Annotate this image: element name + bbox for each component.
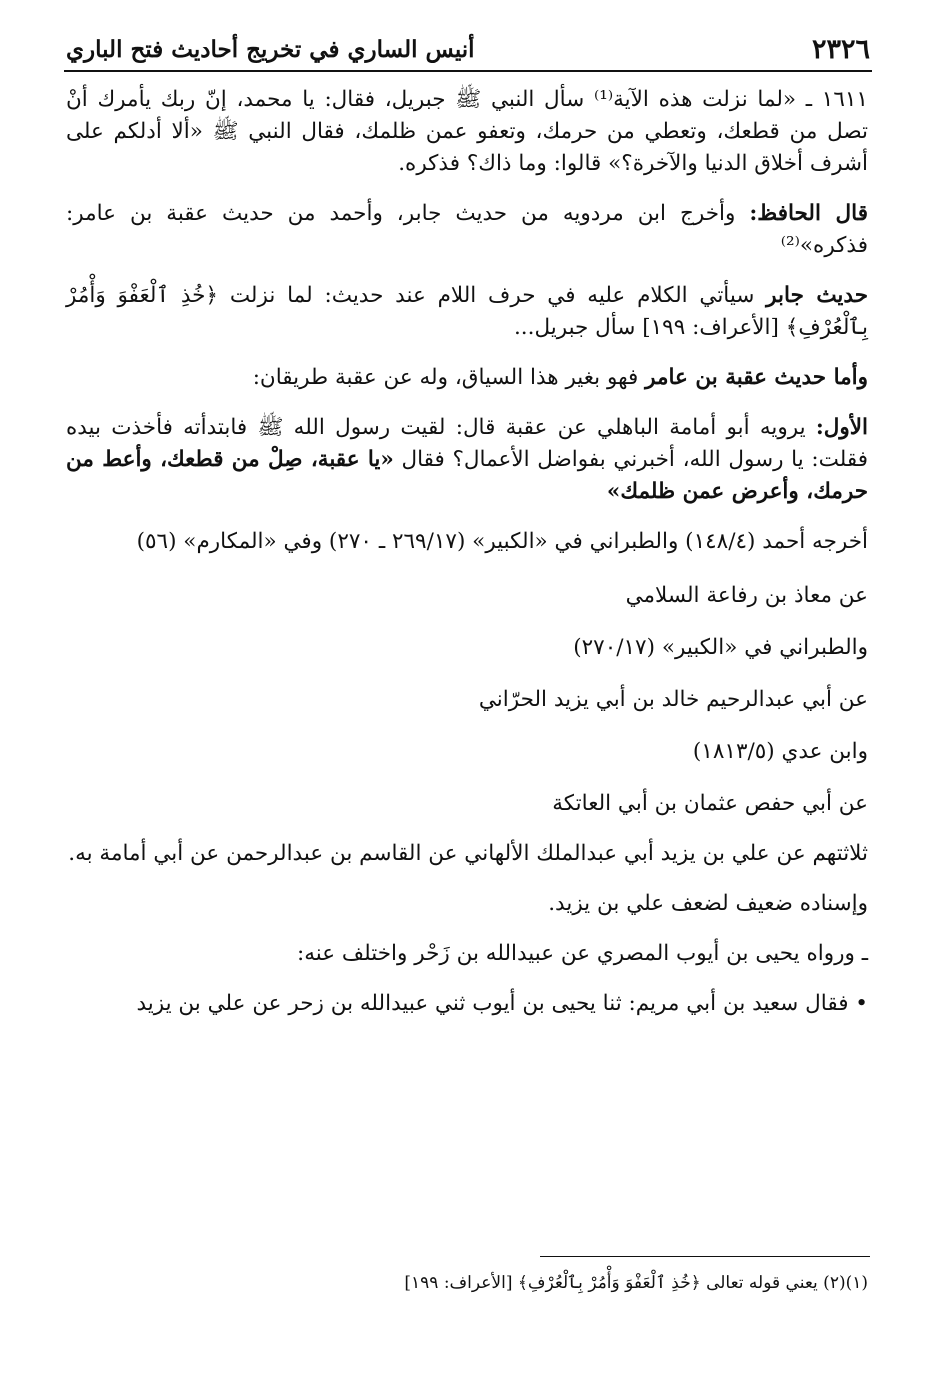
saeed-paragraph [66, 988, 868, 1020]
hafiz-paragraph [66, 198, 868, 262]
uqba-text: فهو بغير هذا السياق، وله عن عقبة طريقان: [252, 365, 646, 390]
yahya-paragraph [66, 938, 868, 970]
takhrij-text: أخرجه أحمد (١٤٨/٤) والطبراني في «الكبير» (٢٦٩/١٧ ـ ٢٧٠) وفي «المكارم» (٥٦) [136, 529, 868, 554]
three-of-them-paragraph [66, 838, 868, 870]
chain-line: وابن عدي (١٨١٣/٥) [692, 739, 868, 764]
saeed-text: • فقال سعيد بن أبي مريم: ثنا يحيى بن أيوب ثني عبيدالله بن زحر عن علي بن يزيد [136, 991, 868, 1016]
jabir-label: حديث جابر [766, 283, 868, 308]
isnad-text: وإسناده ضعيف لضعف علي بن يزيد. [548, 891, 868, 916]
uqba-label: وأما حديث عقبة بن عامر [645, 365, 868, 390]
jabir-text: سيأتي الكلام عليه في حرف اللام عند حديث: لما نزلت ﴿خُذِ ٱلْعَفْوَ وَأْمُرْ بِٱلْعُرْفِ﴾ [الأعراف: ١٩٩] سأل جبريل... [66, 283, 868, 340]
chain-line: والطبراني في «الكبير» (٢٧٠/١٧) [573, 635, 868, 660]
footnote-separator [540, 1256, 870, 1257]
chain-line: عن أبي عبدالرحيم خالد بن أبي يزيد الحرّاني [478, 687, 868, 712]
footnote: (١)(٢) يعني قوله تعالى ﴿خُذِ ٱلْعَفْوَ وَأْمُرْ بِٱلْعُرْفِ﴾ [الأعراف: ١٩٩] [404, 1273, 868, 1293]
page-header [64, 26, 872, 72]
chain-line: عن أبي حفص عثمان بن أبي العاتكة [552, 791, 868, 816]
three-of-them-text: ثلاثتهم عن علي بن يزيد أبي عبدالملك الألهاني عن القاسم بن عبدالرحمن عن أبي أمامة به. [68, 841, 868, 866]
hafiz-text: وأخرج ابن مردويه من حديث جابر، وأحمد من حديث عقبة بن عامر: فذكره»⁽²⁾ [66, 201, 868, 258]
first-route-quote: «يا عقبة، صِلْ من قطعك، وأعط من حرمك، وأعرض عمن ظلمك» [66, 447, 868, 504]
hadith-paragraph [66, 84, 868, 180]
hafiz-label: قال الحافظ: [749, 201, 868, 226]
running-title: أنيس الساري في تخريج أحاديث فتح الباري [66, 36, 475, 63]
takhrij-paragraph [66, 526, 868, 558]
yahya-text: ـ ورواه يحيى بن أيوب المصري عن عبيدالله بن زَحْر واختلف عنه: [296, 941, 868, 966]
page-number: ٢٣٢٦ [811, 34, 870, 65]
first-route-text: يرويه أبو أمامة الباهلي عن عقبة قال: لقيت رسول الله ﷺ فابتدأته فأخذت بيده فقلت: يا رسول الله، أخبرني بفواضل الأعمال؟ فقال [66, 415, 868, 472]
first-route-label: الأول: [815, 415, 868, 440]
hadith-text: ١٦١١ ـ «لما نزلت هذه الآية⁽¹⁾ سأل النبي ﷺ جبريل، فقال: يا محمد، إنّ ربك يأمرك أنْ تصل من قطعك، وتعطي من حرمك، وتعفو عمن ظلمك، فقال النبي ﷺ «ألا أدلكم على أشرف أخلاق الدنيا والآخرة؟» قالوا: وما ذاك؟ فذكره. [66, 87, 868, 176]
chain-line: عن معاذ بن رفاعة السلامي [625, 583, 868, 608]
uqba-paragraph [66, 362, 868, 394]
isnad-paragraph [66, 888, 868, 920]
jabir-paragraph [66, 280, 868, 344]
page-body [66, 84, 868, 1020]
first-route-paragraph [66, 412, 868, 508]
